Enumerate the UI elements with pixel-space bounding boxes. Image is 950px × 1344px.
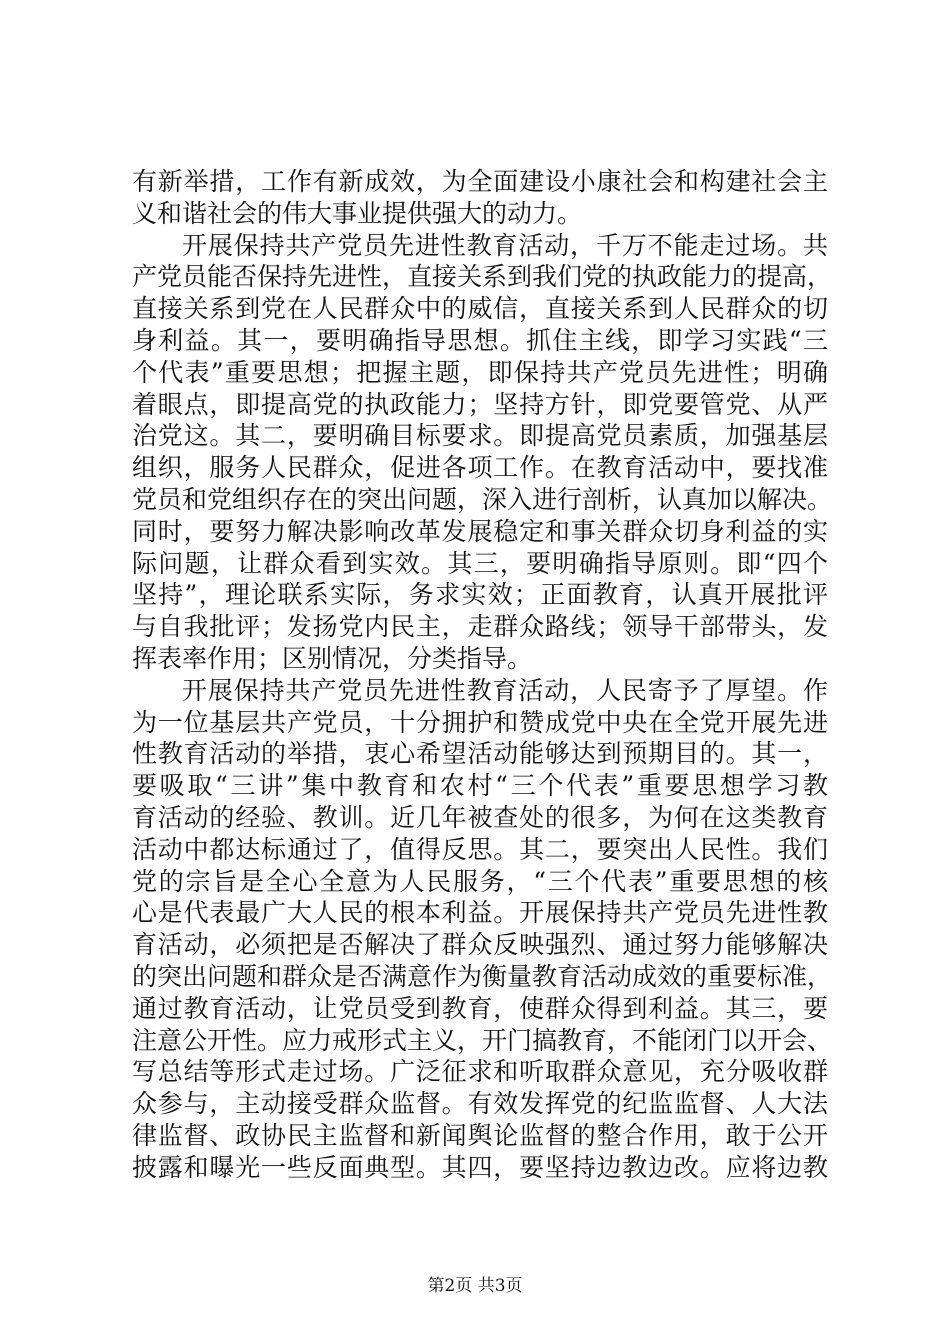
text-line: 开展保持共产党员先进性教育活动，千万不能走过场。共 xyxy=(182,230,828,260)
text-line: 个代表”重要思想；把握主题，即保持共产党员先进性；明确 xyxy=(132,357,828,387)
text-line: 着眼点，即提高党的执政能力；坚持方针，即党要管党、从严 xyxy=(132,389,828,419)
text-line: 直接关系到党在人民群众中的威信，直接关系到人民群众的切 xyxy=(132,294,828,324)
text-line: 的突出问题和群众是否满意作为衡量教育活动成效的重要标准， xyxy=(132,961,833,991)
text-line: 党的宗旨是全心全意为人民服务，“三个代表”重要思想的核 xyxy=(132,866,828,896)
text-line: 披露和曝光一些反面典型。其四，要坚持边教边改。应将边教 xyxy=(132,1152,828,1182)
text-line: 身利益。其一，要明确指导思想。抓住主线，即学习实践“三 xyxy=(132,325,828,355)
paragraph-1 xyxy=(132,166,828,230)
text-line: 组织，服务人民群众，促进各项工作。在教育活动中，要找准 xyxy=(132,453,828,483)
text-line: 开展保持共产党员先进性教育活动，人民寄予了厚望。作 xyxy=(182,675,828,705)
text-line: 心是代表最广大人民的根本利益。开展保持共产党员先进性教 xyxy=(132,898,828,928)
text-line: 律监督、政协民主监督和新闻舆论监督的整合作用，敢于公开 xyxy=(132,1120,828,1150)
text-line: 际问题，让群众看到实效。其三，要明确指导原则。即“四个 xyxy=(132,548,828,578)
text-line: 坚持”，理论联系实际，务求实效；正面教育，认真开展批评 xyxy=(132,580,828,610)
text-line: 要吸取“三讲”集中教育和农村“三个代表”重要思想学习教 xyxy=(132,771,828,801)
text-line: 育活动，必须把是否解决了群众反映强烈、通过努力能够解决 xyxy=(132,930,828,960)
document-body xyxy=(132,166,833,1184)
text-line: 写总结等形式走过场。广泛征求和听取群众意见，充分吸收群 xyxy=(132,1057,828,1087)
text-line: 注意公开性。应力戒形式主义，开门搞教育，不能闭门以开会、 xyxy=(132,1025,833,1055)
text-line: 众参与，主动接受群众监督。有效发挥党的纪监监督、人大法 xyxy=(132,1089,828,1119)
text-line: 治党这。其二，要明确目标要求。即提高党员素质，加强基层 xyxy=(132,421,828,451)
paragraph-3 xyxy=(132,675,833,1184)
text-line: 与自我批评；发扬党内民主，走群众路线；领导干部带头，发 xyxy=(132,612,828,642)
text-line: 为一位基层共产党员，十分拥护和赞成党中央在全党开展先进 xyxy=(132,707,828,737)
text-line: 性教育活动的举措，衷心希望活动能够达到预期目的。其一， xyxy=(132,739,828,769)
text-line: 挥表率作用；区别情况，分类指导。 xyxy=(132,643,533,673)
paragraph-2 xyxy=(132,230,833,675)
text-line: 活动中都达标通过了，值得反思。其二，要突出人民性。我们 xyxy=(132,834,828,864)
text-line: 有新举措，工作有新成效，为全面建设小康社会和构建社会主 xyxy=(132,167,828,196)
text-line: 义和谐社会的伟大事业提供强大的动力。 xyxy=(132,198,583,228)
text-line: 党员和党组织存在的突出问题，深入进行剖析，认真加以解决。 xyxy=(132,484,833,514)
page-number-footer: 第2页 共3页 xyxy=(427,1276,523,1296)
text-line: 产党员能否保持先进性，直接关系到我们党的执政能力的提高， xyxy=(132,262,833,292)
text-line: 同时，要努力解决影响改革发展稳定和事关群众切身利益的实 xyxy=(132,516,828,546)
text-line: 育活动的经验、教训。近几年被查处的很多，为何在这类教育 xyxy=(132,802,828,832)
text-line: 通过教育活动，让党员受到教育，使群众得到利益。其三，要 xyxy=(132,993,828,1023)
